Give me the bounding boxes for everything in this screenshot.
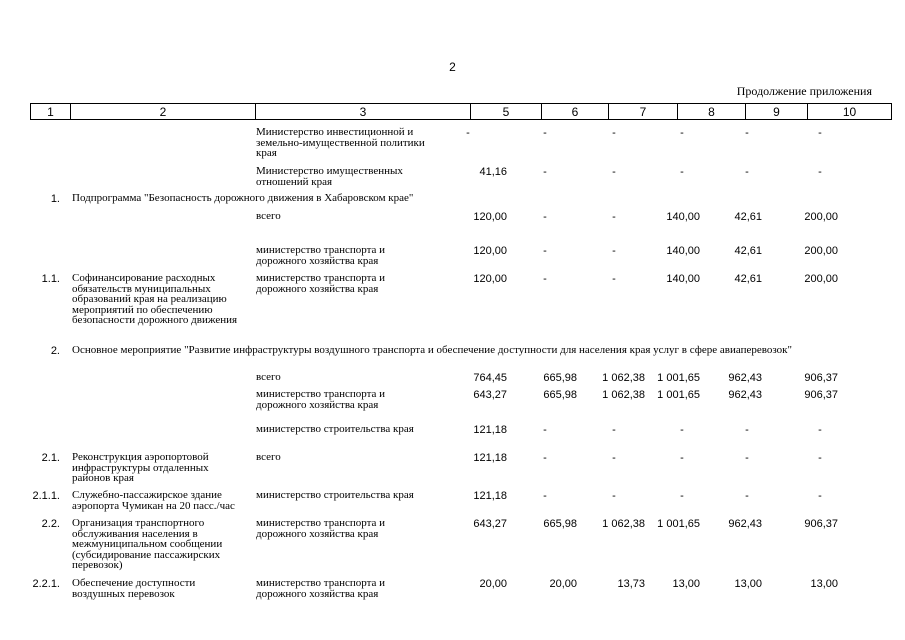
value-cell: 962,43: [728, 389, 762, 401]
executor-name: министерство транспорта и дорожного хозяйства края: [256, 272, 386, 295]
activity-name: Софинансирование расходных обязательств муниципальных образований края на реализацию мероприятий по обеспечению безопасности дорожного движения: [72, 272, 238, 326]
activity-name: Реконструкция аэропортовой инфраструктуры отдаленных районов края: [72, 451, 209, 484]
value-cell: -: [543, 127, 547, 139]
value-cell: -: [680, 490, 684, 502]
executor-name: всего: [256, 210, 281, 222]
value-cell: 906,37: [804, 389, 838, 401]
value-cell: 665,98: [543, 518, 577, 530]
value-cell: 1 001,65: [657, 518, 700, 530]
value-cell: 42,61: [734, 245, 762, 257]
row-number: 1.: [50, 193, 60, 205]
value-cell: -: [745, 452, 749, 464]
row-number: 2.1.1.: [32, 490, 60, 502]
value-cell: -: [745, 490, 749, 502]
executor-name: Министерство инвестиционной и земельно-имущественной политики края: [256, 126, 425, 159]
row-number: 2.2.1.: [32, 578, 60, 590]
value-cell: 1 001,65: [657, 389, 700, 401]
column-header: 6: [542, 104, 609, 120]
value-cell: 120,00: [473, 273, 507, 285]
value-cell: -: [543, 166, 547, 178]
value-cell: -: [543, 424, 547, 436]
page-number: 2: [449, 60, 456, 74]
value-cell: 140,00: [666, 211, 700, 223]
value-cell: 906,37: [804, 372, 838, 384]
value-cell: 1 001,65: [657, 372, 700, 384]
value-cell: -: [612, 490, 616, 502]
value-cell: -: [745, 424, 749, 436]
value-cell: -: [745, 166, 749, 178]
value-cell: 42,61: [734, 211, 762, 223]
value-cell: 121,18: [473, 490, 507, 502]
value-cell: 13,00: [672, 578, 700, 590]
value-cell: -: [543, 452, 547, 464]
value-cell: -: [680, 424, 684, 436]
value-cell: -: [818, 166, 822, 178]
value-cell: 200,00: [804, 245, 838, 257]
value-cell: 42,61: [734, 273, 762, 285]
activity-name: Организация транспортного обслуживания населения в межмуниципальном сообщении (субсидирование пассажирских перевозок): [72, 517, 223, 571]
executor-name: всего: [256, 371, 281, 383]
value-cell: 962,43: [728, 372, 762, 384]
row-number: 2.1.: [41, 452, 60, 464]
executor-name: министерство транспорта и дорожного хозяйства края: [256, 577, 386, 600]
value-cell: -: [466, 127, 470, 139]
value-cell: 121,18: [473, 424, 507, 436]
column-header-row: [31, 104, 892, 120]
column-header: 5: [471, 104, 542, 120]
value-cell: 41,16: [479, 166, 507, 178]
value-cell: -: [680, 452, 684, 464]
value-cell: 665,98: [543, 389, 577, 401]
value-cell: -: [745, 127, 749, 139]
value-cell: -: [543, 273, 547, 285]
value-cell: -: [612, 452, 616, 464]
column-header: 1: [31, 104, 71, 120]
value-cell: -: [818, 452, 822, 464]
section-title: Основное мероприятие "Развитие инфраструктуры воздушного транспорта и обеспечение доступности для населения края услуг в сфере авиаперевозок": [72, 344, 792, 356]
value-cell: -: [543, 490, 547, 502]
value-cell: 140,00: [666, 245, 700, 257]
column-header: 8: [678, 104, 746, 120]
column-header: 2: [71, 104, 256, 120]
executor-name: министерство строительства края: [256, 423, 414, 435]
value-cell: -: [543, 211, 547, 223]
value-cell: 1 062,38: [602, 389, 645, 401]
value-cell: 200,00: [804, 211, 838, 223]
row-number: 2.: [50, 345, 60, 357]
column-header-table: [30, 103, 892, 120]
executor-name: всего: [256, 451, 281, 463]
value-cell: 20,00: [479, 578, 507, 590]
column-header: 9: [746, 104, 808, 120]
column-header: 7: [609, 104, 678, 120]
value-cell: -: [818, 490, 822, 502]
value-cell: 1 062,38: [602, 372, 645, 384]
value-cell: 643,27: [473, 518, 507, 530]
value-cell: -: [612, 166, 616, 178]
value-cell: 13,00: [810, 578, 838, 590]
executor-name: министерство транспорта и дорожного хозяйства края: [256, 517, 386, 540]
value-cell: -: [612, 127, 616, 139]
value-cell: 13,73: [617, 578, 645, 590]
column-header: 10: [808, 104, 892, 120]
activity-name: Служебно-пассажирское здание аэропорта Чумикан на 20 пасс./час: [72, 489, 235, 512]
row-number: 1.1.: [41, 273, 60, 285]
value-cell: 643,27: [473, 389, 507, 401]
continuation-label: Продолжение приложения: [736, 84, 872, 98]
value-cell: 121,18: [473, 452, 507, 464]
value-cell: 140,00: [666, 273, 700, 285]
column-header: 3: [256, 104, 471, 120]
value-cell: -: [818, 424, 822, 436]
activity-name: Обеспечение доступности воздушных перевозок: [72, 577, 196, 600]
value-cell: 13,00: [734, 578, 762, 590]
value-cell: -: [612, 211, 616, 223]
value-cell: -: [818, 127, 822, 139]
value-cell: 962,43: [728, 518, 762, 530]
executor-name: министерство транспорта и дорожного хозяйства края: [256, 244, 386, 267]
value-cell: -: [680, 127, 684, 139]
section-title: Подпрограмма "Безопасность дорожного движения в Хабаровском крае": [72, 192, 414, 204]
row-number: 2.2.: [41, 518, 60, 530]
value-cell: 120,00: [473, 211, 507, 223]
executor-name: министерство транспорта и дорожного хозяйства края: [256, 388, 386, 411]
value-cell: 20,00: [549, 578, 577, 590]
value-cell: -: [680, 166, 684, 178]
executor-name: Министерство имущественных отношений края: [256, 165, 403, 188]
value-cell: -: [612, 273, 616, 285]
value-cell: -: [612, 245, 616, 257]
value-cell: -: [612, 424, 616, 436]
executor-name: министерство строительства края: [256, 489, 414, 501]
value-cell: 906,37: [804, 518, 838, 530]
value-cell: 120,00: [473, 245, 507, 257]
value-cell: 200,00: [804, 273, 838, 285]
value-cell: 1 062,38: [602, 518, 645, 530]
value-cell: 764,45: [473, 372, 507, 384]
value-cell: -: [543, 245, 547, 257]
value-cell: 665,98: [543, 372, 577, 384]
